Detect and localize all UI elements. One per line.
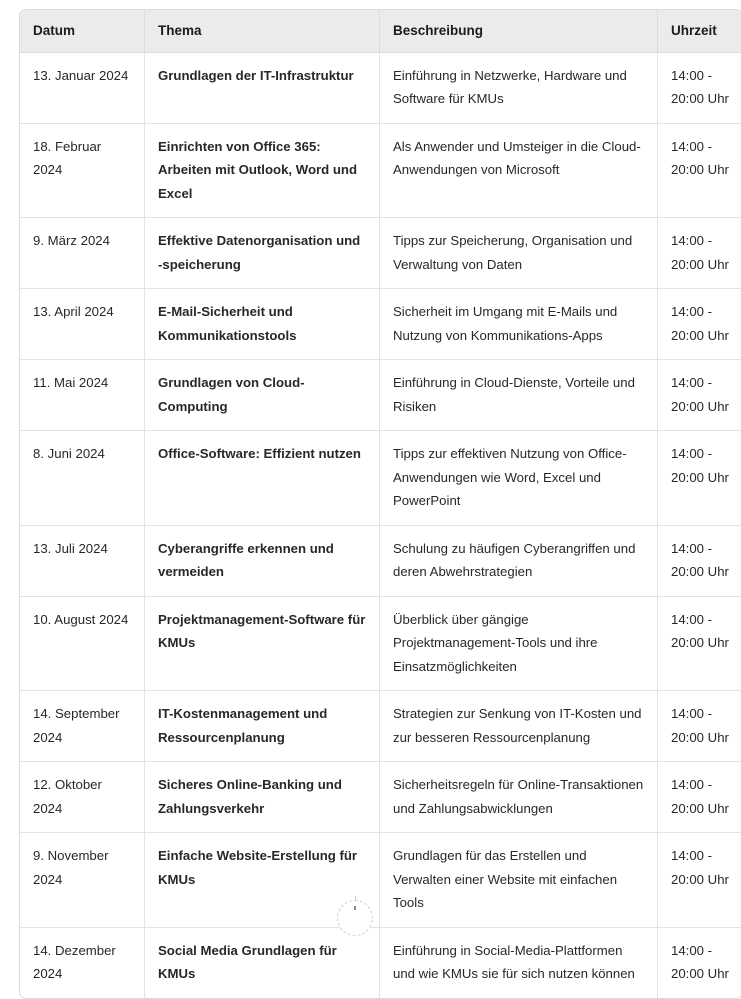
table-row [20, 53, 741, 124]
cell-datum: 9. November 2024 [20, 833, 145, 928]
cell-thema: Einfache Website-Erstellung für KMUs [145, 833, 380, 928]
table-row [20, 526, 741, 597]
cell-uhrzeit: 14:00 - 20:00 Uhr [671, 942, 729, 982]
table-row [20, 218, 741, 289]
cell-uhrzeit: 14:00 - 20:00 Uhr [658, 833, 741, 928]
table-row [20, 691, 741, 762]
cell-beschreibung: Sicherheit im Umgang mit E-Mails und Nutzung von Kommunikations-Apps [380, 289, 658, 360]
cell-beschreibung: Strategien zur Senkung von IT-Kosten und zur besseren Ressourcenplanung [380, 691, 658, 762]
cell-datum: 9. März 2024 [20, 218, 145, 289]
schulungstermine-tabelle [19, 9, 741, 999]
cell-datum: 14. September 2024 [20, 691, 145, 762]
cell-thema: Grundlagen der IT-Infrastruktur [145, 53, 380, 124]
cell-uhrzeit: 14:00 - 20:00 Uhr [658, 53, 741, 124]
cell-datum: 8. Juni 2024 [20, 431, 145, 526]
cell-thema: Sicheres Online-Banking und Zahlungsverkehr [145, 762, 380, 833]
table-row [20, 431, 741, 526]
table-row [20, 597, 741, 692]
table-row [20, 928, 741, 998]
cell-datum: 13. April 2024 [20, 289, 145, 360]
cell-beschreibung: Überblick über gängige Projektmanagement-Tools und ihre Einsatzmöglichkeiten [380, 597, 658, 692]
cell-beschreibung: Schulung zu häufigen Cyberangriffen und deren Abwehrstrategien [380, 526, 658, 597]
column-header-uhrzeit[interactable]: Uhrzeit [658, 10, 741, 53]
cell-datum: 11. Mai 2024 [20, 360, 145, 431]
cell-thema: Office-Software: Effizient nutzen [145, 431, 380, 526]
cell-beschreibung: Einführung in Social-Media-Plattformen und wie KMUs sie für sich nutzen können [380, 928, 658, 998]
cell-thema: Cyberangriffe erkennen und vermeiden [145, 526, 380, 597]
cell-uhrzeit: 14:00 - 20:00 Uhr [658, 597, 741, 692]
cell-thema: Social Media Grundlagen für KMUs [145, 928, 380, 998]
table-row [20, 762, 741, 833]
table-header-row [20, 10, 741, 53]
table-row [20, 124, 741, 219]
cell-uhrzeit: 14:00 - 20:00 Uhr [658, 691, 741, 762]
cell-datum: 14. Dezember 2024 [20, 928, 145, 998]
cell-uhrzeit: 14:00 - 20:00 Uhr [658, 526, 741, 597]
table-body [20, 53, 741, 998]
cell-thema: Einrichten von Office 365: Arbeiten mit Outlook, Word und Excel [145, 124, 380, 219]
cell-beschreibung: Grundlagen für das Erstellen und Verwalten einer Website mit einfachen Tools [380, 833, 658, 928]
table-row [20, 289, 741, 360]
cell-uhrzeit: 14:00 - 20:00 Uhr [658, 762, 741, 833]
cell-thema: E-Mail-Sicherheit und Kommunikationstools [145, 289, 380, 360]
cell-uhrzeit: 14:00 - 20:00 Uhr [658, 289, 741, 360]
cell-beschreibung: Als Anwender und Umsteiger in die Cloud-Anwendungen von Microsoft [380, 124, 658, 219]
column-header-datum[interactable]: Datum [20, 10, 145, 53]
table-header [20, 10, 741, 53]
cell-uhrzeit: 14:00 - 20:00 Uhr [658, 431, 741, 526]
cell-thema: IT-Kostenmanagement und Ressourcenplanung [145, 691, 380, 762]
cell-thema: Effektive Datenorganisation und -speicherung [145, 218, 380, 289]
cell-thema: Grundlagen von Cloud-Computing [145, 360, 380, 431]
cell-uhrzeit: 14:00 - 20:00 Uhr [658, 360, 741, 431]
cell-datum: 12. Oktober 2024 [20, 762, 145, 833]
cell-datum: 10. August 2024 [20, 597, 145, 692]
cell-datum: 18. Februar 2024 [20, 124, 145, 219]
table-row [20, 833, 741, 928]
column-header-thema[interactable]: Thema [145, 10, 380, 53]
cell-uhrzeit: 14:00 - 20:00 Uhr [658, 124, 741, 219]
cell-beschreibung: Sicherheitsregeln für Online-Transaktionen und Zahlungsabwicklungen [380, 762, 658, 833]
cell-beschreibung: Tipps zur Speicherung, Organisation und Verwaltung von Daten [380, 218, 658, 289]
cell-beschreibung: Tipps zur effektiven Nutzung von Office-Anwendungen wie Word, Excel und PowerPoint [380, 431, 658, 526]
table-row [20, 360, 741, 431]
column-header-beschreibung[interactable]: Beschreibung [380, 10, 658, 53]
cell-uhrzeit: 14:00 - 20:00 Uhr [658, 218, 741, 289]
cell-datum: 13. Juli 2024 [20, 526, 145, 597]
cell-beschreibung: Einführung in Netzwerke, Hardware und Software für KMUs [380, 53, 658, 124]
cell-datum: 13. Januar 2024 [20, 53, 145, 124]
cell-beschreibung: Einführung in Cloud-Dienste, Vorteile und Risiken [380, 360, 658, 431]
cell-thema: Projektmanagement-Software für KMUs [145, 597, 380, 692]
